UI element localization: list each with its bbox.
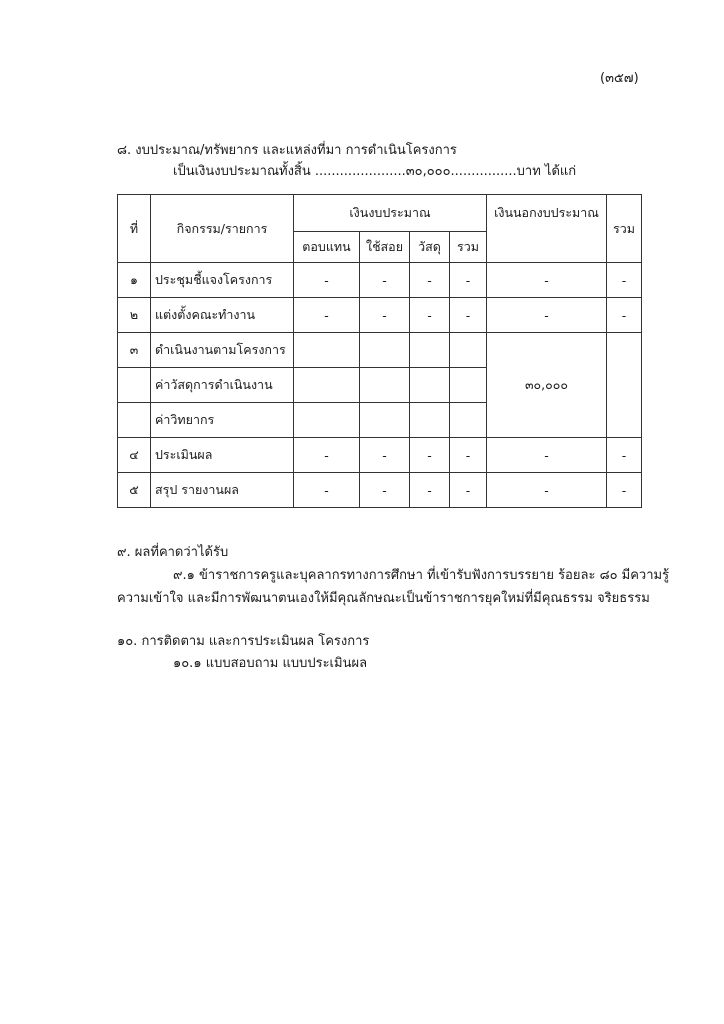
cell-non-budget: - [487, 263, 607, 298]
row-no: ๔ [118, 438, 151, 473]
cell-total: - [607, 438, 642, 473]
cell-subtotal: - [450, 438, 487, 473]
row-activity: แต่งตั้งคณะทำงาน [151, 298, 294, 333]
section9-heading: ๙. ผลที่คาดว่าได้รับ [117, 545, 229, 560]
header-activity: กิจกรรม/รายการ [151, 195, 294, 263]
cell-materials [410, 333, 450, 368]
cell-non-budget: - [487, 473, 607, 508]
row-activity: ค่าวิทยากร [151, 403, 294, 438]
cell-non-budget: - [487, 438, 607, 473]
section9-item1-line1: ๙.๑ ข้าราชการครูและบุคลากรทางการศึกษา ที่เข้ารับฟังการบรรยาย ร้อยละ ๘๐ มีความรู้ [173, 568, 670, 583]
cell-materials: - [410, 473, 450, 508]
cell-compensation: - [294, 438, 360, 473]
cell-subtotal: - [450, 263, 487, 298]
row-no: ๕ [118, 473, 151, 508]
cell-subtotal: - [450, 473, 487, 508]
row-no [118, 403, 151, 438]
section9-item1-line2: ความเข้าใจ และมีการพัฒนาตนเองให้มีคุณลักษณะเป็นข้าราชการยุคใหม่ที่มีคุณธรรม จริยธรรม [117, 591, 650, 606]
cell-compensation: - [294, 298, 360, 333]
header-non-budget: เงินนอกงบประมาณ [487, 195, 607, 263]
cell-total: - [607, 298, 642, 333]
cell-subtotal [450, 403, 487, 438]
table-row [118, 263, 642, 298]
cell-total: - [607, 473, 642, 508]
cell-materials: - [410, 438, 450, 473]
row-no: ๓ [118, 333, 151, 368]
header-budget: เงินงบประมาณ [294, 195, 487, 232]
cell-compensation: - [294, 263, 360, 298]
cell-compensation [294, 403, 360, 438]
section10-heading: ๑๐. การติดตาม และการประเมินผล โครงการ [117, 634, 370, 649]
cell-materials [410, 403, 450, 438]
cell-expenses [360, 368, 410, 403]
cell-materials: - [410, 263, 450, 298]
cell-non-budget: - [487, 298, 607, 333]
cell-expenses: - [360, 298, 410, 333]
cell-materials: - [410, 298, 450, 333]
cell-materials [410, 368, 450, 403]
budget-total-line: เป็นเงินงบประมาณทั้งสิ้น ......................๓๐,๐๐๐................บาท ได้แก่ [173, 164, 577, 179]
cell-subtotal: - [450, 298, 487, 333]
subheader-compensation: ตอบแทน [294, 232, 360, 263]
table-row [118, 473, 642, 508]
table-row [118, 298, 642, 333]
cell-compensation: - [294, 473, 360, 508]
merged-non-budget-amount [487, 333, 607, 438]
subheader-subtotal: รวม [450, 232, 487, 263]
merged-amount-text: ๓๐,๐๐๐ [524, 377, 569, 392]
cell-compensation [294, 333, 360, 368]
table-row [118, 333, 642, 368]
cell-total [607, 333, 642, 368]
table-row [118, 438, 642, 473]
subheader-materials: วัสดุ [410, 232, 450, 263]
cell-compensation [294, 368, 360, 403]
row-activity: สรุป รายงานผล [151, 473, 294, 508]
budget-table [117, 194, 642, 508]
cell-expenses [360, 333, 410, 368]
row-activity: ประเมินผล [151, 438, 294, 473]
row-no: ๒ [118, 298, 151, 333]
cell-subtotal [450, 368, 487, 403]
cell-subtotal [450, 333, 487, 368]
cell-expenses: - [360, 438, 410, 473]
section10-item1: ๑๐.๑ แบบสอบถาม แบบประเมินผล [173, 656, 368, 671]
row-activity: ประชุมชี้แจงโครงการ [151, 263, 294, 298]
section8-heading: ๘. งบประมาณ/ทรัพยากร และแหล่งที่มา การดำเนินโครงการ [117, 143, 457, 158]
cell-expenses [360, 403, 410, 438]
cell-total [607, 368, 642, 403]
subheader-expenses: ใช้สอย [360, 232, 410, 263]
cell-expenses: - [360, 263, 410, 298]
cell-total: - [607, 263, 642, 298]
row-activity: ดำเนินงานตามโครงการ [151, 333, 294, 368]
page-number: (๓๕๗) [600, 71, 639, 86]
header-total: รวม [607, 195, 642, 263]
header-no: ที่ [118, 195, 151, 263]
row-no: ๑ [118, 263, 151, 298]
row-activity: ค่าวัสดุการดำเนินงาน [151, 368, 294, 403]
row-no [118, 368, 151, 403]
cell-total [607, 403, 642, 438]
cell-expenses: - [360, 473, 410, 508]
